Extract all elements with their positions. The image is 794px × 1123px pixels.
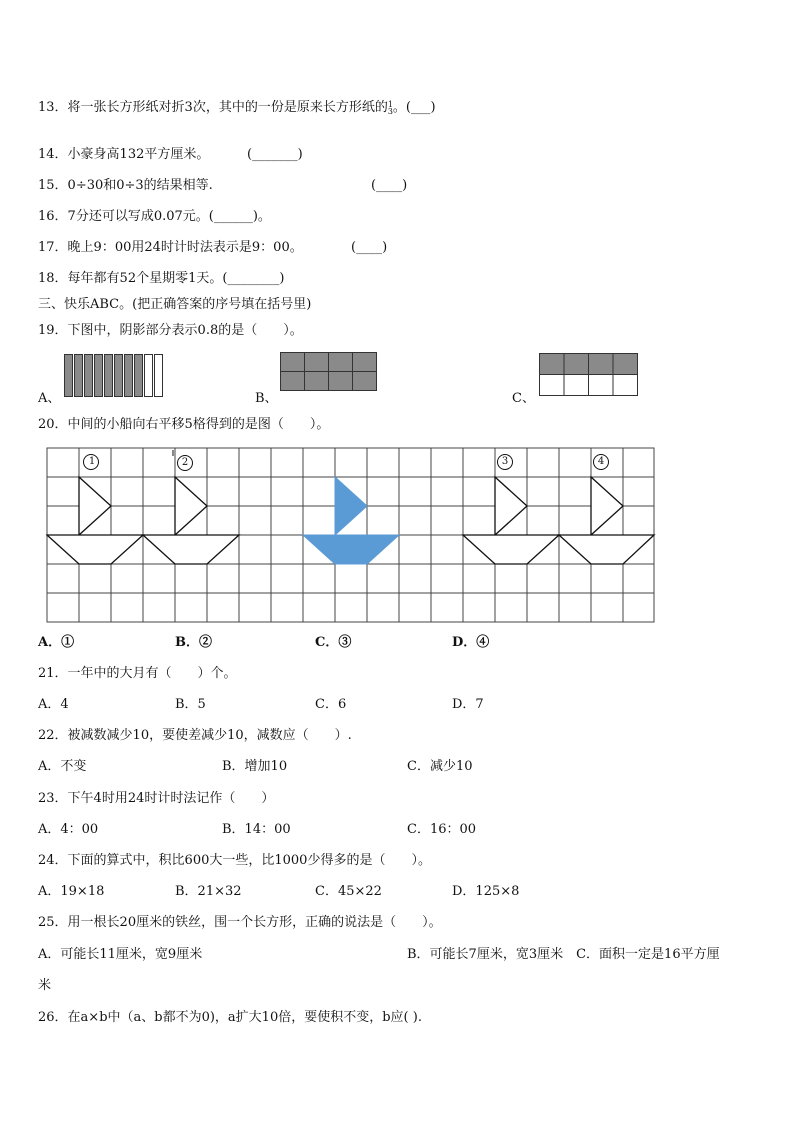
question-26: 26．在a×b中（a、b都不为0)，a扩大10倍，要使积不变，b应( ). [38, 1010, 422, 1025]
label-1: 1 [88, 456, 96, 467]
option-d[interactable]: D．7 [452, 697, 484, 712]
question-18: 18．每年都有52个星期零1天。(________) [38, 271, 285, 286]
option-b[interactable]: B．可能长7厘米，宽3厘米 C．面积一定是16平方厘 [407, 947, 720, 962]
question-25: 25．用一根长20厘米的铁丝，围一个长方形，正确的说法是（ ）。 [38, 915, 442, 930]
option-a[interactable]: A．19×18 [38, 884, 105, 899]
question-16: 16．7分还可以写成0.07元。(______)。 [38, 209, 271, 224]
boat-grid [46, 447, 656, 623]
question-21: 21．一年中的大月有（ ）个。 [38, 666, 237, 681]
question-14: 14．小豪身高132平方厘米。 [38, 147, 210, 162]
option-b[interactable]: B．21×32 [175, 884, 242, 899]
question-22: 22．被减数减少10，要使差减少10，减数应（ ）. [38, 728, 352, 743]
option-d[interactable]: D．④ [452, 635, 490, 650]
answer-blank[interactable]: 。(___) [392, 100, 436, 115]
question-17: 17．晚上9：00用24时计时法表示是9：00。 [38, 240, 303, 255]
option-b[interactable]: B．② [175, 635, 212, 650]
question-text: 将一张长方形纸对折3次，其中的一份是原来长方形纸的 [67, 100, 388, 115]
question-13 [38, 99, 436, 117]
option-c[interactable]: C．6 [315, 697, 347, 712]
label-3: 3 [501, 456, 509, 467]
option-a[interactable]: A、 [38, 391, 61, 406]
answer-blank-15[interactable]: (____) [371, 178, 408, 193]
question-15: 15．0÷30和0÷3的结果相等. [38, 178, 213, 193]
question-20: 20．中间的小船向右平移5格得到的是图（ ）。 [38, 417, 330, 432]
question-24: 24．下面的算式中，积比600大一些，比1000少得多的是（ ）。 [38, 853, 431, 868]
option-a[interactable]: A．4：00 [38, 822, 99, 837]
option-c[interactable]: C．③ [315, 635, 352, 650]
option-b[interactable]: B．5 [175, 697, 206, 712]
option-b[interactable]: B、 [255, 391, 278, 406]
label-2: 2 [181, 457, 189, 468]
option-a[interactable]: A．4 [38, 697, 69, 712]
answer-blank-14[interactable]: (_______) [247, 147, 303, 162]
figure-b-grid [280, 352, 378, 392]
figure-c-grid [539, 353, 639, 397]
option-c[interactable]: C．减少10 [407, 759, 473, 774]
question-number: 13． [38, 100, 68, 115]
figure-a-strips [64, 354, 164, 398]
answer-blank-17[interactable]: (____) [351, 240, 388, 255]
option-d[interactable]: D．125×8 [452, 884, 520, 899]
option-b[interactable]: B．增加10 [222, 759, 288, 774]
option-c[interactable]: C、 [512, 391, 535, 406]
option-a[interactable]: A．① [38, 635, 75, 650]
option-a[interactable]: A．可能长11厘米，宽9厘米 [38, 947, 203, 962]
option-a[interactable]: A．不变 [38, 759, 87, 774]
question-23: 23．下午4时用24时计时法记作（ ） [38, 791, 275, 806]
option-b[interactable]: B．14：00 [222, 822, 291, 837]
option-c[interactable]: C．16：00 [407, 822, 477, 837]
section-heading: 三、快乐ABC。(把正确答案的序号填在括号里) [38, 297, 312, 312]
question-19: 19．下图中，阴影部分表示0.8的是（ ）。 [38, 323, 303, 338]
label-4: 4 [597, 456, 605, 467]
option-c[interactable]: C．45×22 [315, 884, 382, 899]
fraction: 1 3 [387, 99, 393, 116]
option-c-continued: 米 [38, 978, 52, 993]
